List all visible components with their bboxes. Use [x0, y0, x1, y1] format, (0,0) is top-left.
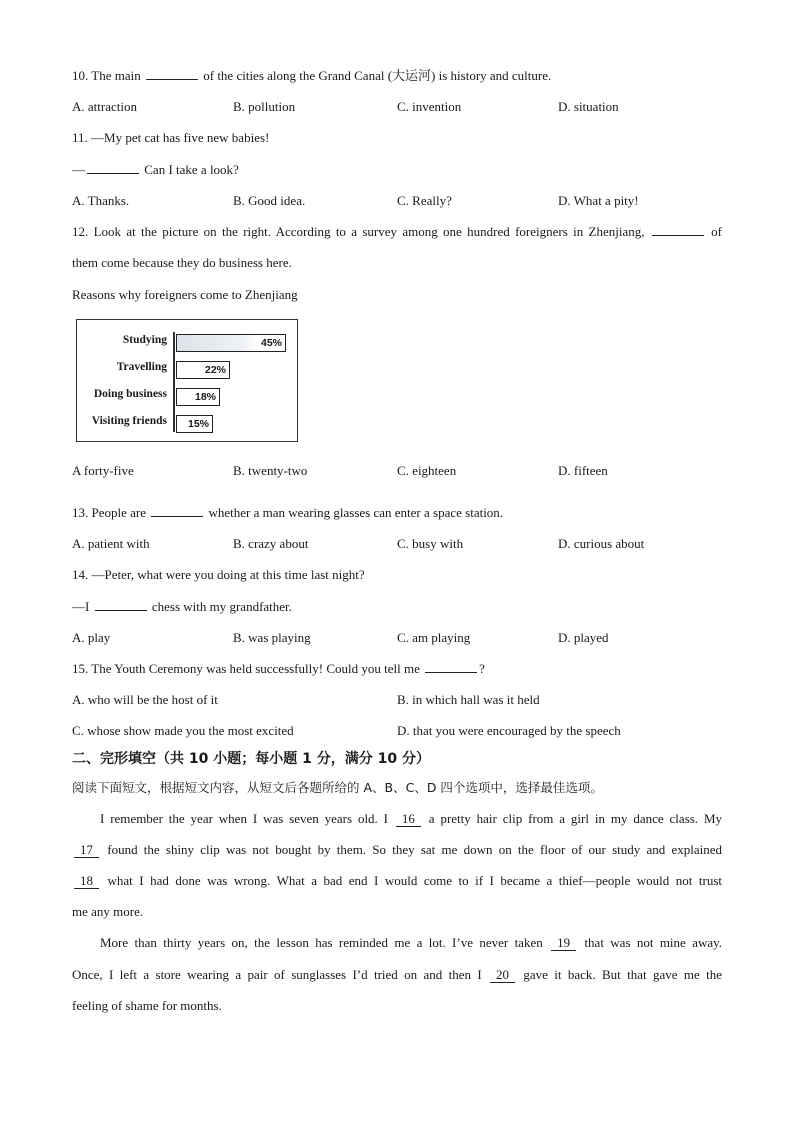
chart-axis-line [173, 332, 175, 432]
option-a: A forty-five [72, 463, 134, 478]
chart-category-label: Visiting friends [91, 415, 167, 427]
answer-blank [151, 504, 203, 517]
cloze-blank-17: 17 [74, 843, 99, 858]
answer-blank [87, 161, 139, 174]
option-a: A. Thanks. [72, 193, 130, 208]
option-b: B. crazy about [233, 536, 309, 551]
passage-text: I remember the year when I was seven years old. I [100, 811, 389, 826]
passage-line [100, 934, 722, 952]
option-d: D. curious about [558, 536, 645, 551]
option-c: C. invention [397, 99, 462, 114]
question-12-text-after: of [711, 224, 722, 239]
passage-line [72, 872, 722, 890]
option-c: C. eighteen [397, 463, 457, 478]
question-12-text-before: 12. Look at the picture on the right. According to a survey among one hundred foreigners in Zhenjiang, [72, 224, 645, 239]
option-d: D. situation [558, 99, 619, 114]
question-13-stem [72, 504, 503, 522]
option-b: B. was playing [233, 630, 311, 645]
reply-dash: — [72, 162, 85, 177]
option-b: B. in which hall was it held [397, 692, 540, 707]
option-d: D. What a pity! [558, 193, 639, 208]
question-10-stem [72, 67, 551, 85]
chart-value-label: 22% [205, 364, 227, 376]
section-instruction: 阅读下面短文，根据短文内容，从短文后各题所给的 A、B、C、D 四个选项中，选择最佳选项。 [72, 780, 603, 795]
option-b: B. Good idea. [233, 193, 306, 208]
answer-blank [95, 598, 147, 611]
option-c: C. Really? [397, 193, 452, 208]
chart-caption: Reasons why foreigners come to Zhenjiang [72, 287, 298, 302]
question-15-text-after: ? [479, 661, 485, 676]
question-13-text-after: whether a man wearing glasses can enter a space station. [208, 505, 504, 520]
chart-value-label: 18% [195, 391, 217, 403]
question-12-stem-line1 [72, 223, 722, 241]
option-d: D. that you were encouraged by the speech [397, 723, 621, 738]
question-11-stem: 11. —My pet cat has five new babies! [72, 130, 270, 145]
passage-text: what I had done was wrong. What a bad end I would come to if I became a thief—people would not trust [107, 873, 722, 888]
reply-text: Can I take a look? [144, 162, 239, 177]
option-a: A. play [72, 630, 111, 645]
passage-text: gave it back. But that gave me the [523, 967, 723, 982]
cloze-blank-16: 16 [396, 812, 421, 827]
passage-text: More than thirty years on, the lesson has reminded me a lot. I’ve never taken [100, 935, 543, 950]
question-14-stem: 14. —Peter, what were you doing at this time last night? [72, 567, 365, 582]
cloze-blank-19: 19 [551, 936, 576, 951]
chart-category-label: Studying [122, 334, 167, 346]
reply-text: chess with my grandfather. [151, 599, 292, 614]
cloze-blank-20: 20 [490, 968, 515, 983]
option-b: B. twenty-two [233, 463, 308, 478]
passage-text: that was not mine away. [584, 935, 723, 950]
question-10-text-after: of the cities along the Grand Canal (大运河) is history and culture. [203, 68, 552, 83]
cloze-blank-18: 18 [74, 874, 99, 889]
option-b: B. pollution [233, 99, 296, 114]
question-11-reply [72, 161, 239, 179]
bar-chart [76, 319, 298, 442]
option-c: C. am playing [397, 630, 471, 645]
option-c: C. busy with [397, 536, 464, 551]
answer-blank [652, 223, 704, 236]
question-15-text-before: 15. The Youth Ceremony was held successfully! Could you tell me [72, 661, 420, 676]
question-12-stem-line2: them come because they do business here. [72, 255, 292, 270]
chart-value-label: 15% [188, 418, 210, 430]
option-d: D. played [558, 630, 609, 645]
passage-text: Once, I left a store wearing a pair of sunglasses I’d tried on and then I [72, 967, 482, 982]
answer-blank [146, 67, 198, 80]
chart-category-label: Travelling [116, 361, 167, 373]
passage-line [100, 810, 722, 828]
option-a: A. patient with [72, 536, 150, 551]
passage-line [72, 966, 722, 984]
passage-text: found the shiny clip was not bought by them. So they sat me down on the floor of our study and explained [107, 842, 723, 857]
chart-category-label: Doing business [93, 388, 167, 400]
chart-value-label: 45% [261, 337, 283, 349]
passage-line: feeling of shame for months. [72, 998, 222, 1013]
section-heading: 二、完形填空（共 10 小题；每小题 1 分，满分 10 分） [72, 751, 430, 767]
question-10-text-before: 10. The main [72, 68, 141, 83]
passage-line [72, 841, 722, 859]
answer-blank [425, 660, 477, 673]
question-14-reply [72, 598, 292, 616]
option-d: D. fifteen [558, 463, 608, 478]
question-13-text-before: 13. People are [72, 505, 147, 520]
passage-text: a pretty hair clip from a girl in my dance class. My [428, 811, 722, 826]
passage-line: me any more. [72, 904, 144, 919]
reply-dash: —I [72, 599, 90, 614]
question-15-stem [72, 660, 485, 678]
option-c: C. whose show made you the most excited [72, 723, 294, 738]
option-a: A. attraction [72, 99, 137, 114]
option-a: A. who will be the host of it [72, 692, 218, 707]
